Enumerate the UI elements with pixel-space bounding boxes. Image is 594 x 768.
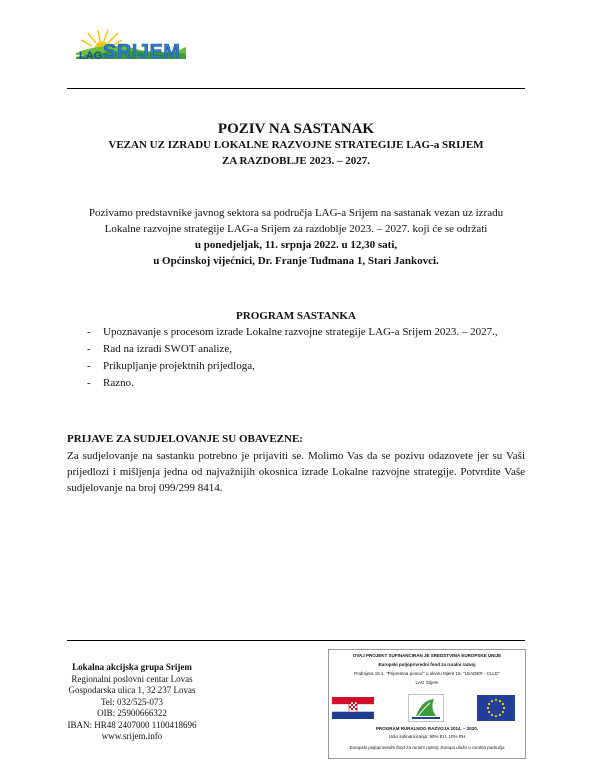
list-item: - Prikupljanje projektnih prijedloga, bbox=[87, 358, 527, 375]
eu-flag-icon bbox=[477, 695, 515, 721]
eu-funding-box bbox=[328, 649, 526, 759]
logo-prefix: LAG bbox=[79, 50, 103, 62]
eu-lag: LAG Srijem bbox=[415, 680, 439, 685]
registration-text: Za sudjelovanje na sastanku potrebno je prijaviti se. Molimo Vas da se pozivu odazovete jer su Vaši prijedlozi i mišljenja jedna od najvažnijih okosnica izrade Lokalne razvojne strategije. Potvrdite Vaše sudjelovanje na broj 099/299 8414. bbox=[67, 450, 525, 494]
footer-phone: Tel: 032/525-073 bbox=[100, 696, 164, 707]
eu-measure: Podmjera 19.1. "Pripremna pomoć" u okviru Mjere 19. "LEADER - CLLD" bbox=[354, 671, 500, 676]
invitation-line-1: Pozivamo predstavnike javnog sektora sa područja LAG-a Srijem na sastanak vezan uz izradu bbox=[88, 207, 504, 219]
footer-contact bbox=[56, 662, 208, 743]
footer-address-2: Gospodarska ulica 1, 32 237 Lovas bbox=[68, 685, 196, 695]
eu-program: PROGRAM RURALNOG RAZVOJA 2014. – 2020. bbox=[375, 726, 479, 731]
list-item: - Upoznavanje s procesom izrade Lokalne razvojne strategije LAG-a Srijem 2023. – 2027., bbox=[87, 324, 527, 341]
footer-oib: OIB: 25900666322 bbox=[97, 708, 167, 718]
invitation-line-2: Lokalne razvojne strategije LAG-a Srijem za razdoblje 2023. – 2027. koji će se održati bbox=[104, 223, 488, 235]
eu-slogan: Europski poljoprivredni fond za ruralni razvoj: Europa ulaže u ruralna područja bbox=[349, 745, 505, 750]
footer-website[interactable]: www.srijem.info bbox=[101, 731, 163, 741]
leader-logo-icon bbox=[408, 694, 444, 722]
footer-divider bbox=[67, 640, 525, 641]
page-title: POZIV NA SASTANAK bbox=[217, 121, 375, 137]
program-title: PROGRAM SASTANKA bbox=[236, 310, 356, 322]
invitation-date: u ponedjeljak, 11. srpnja 2022. u 12,30 sati, bbox=[194, 239, 398, 251]
registration-title: PRIJAVE ZA SUDJELOVANJE SU OBAVEZNE: bbox=[67, 433, 303, 445]
program-list bbox=[87, 324, 527, 392]
org-name: Lokalna akcijska grupa Srijem bbox=[72, 662, 192, 672]
list-item: - Rad na izradi SWOT analize, bbox=[87, 341, 527, 358]
eu-fund: Europski poljoprivredni fond za ruralni razvoj bbox=[378, 662, 476, 667]
logo-name: SRIJEM bbox=[103, 41, 181, 63]
croatia-flag-icon bbox=[332, 697, 374, 719]
invitation-paragraph bbox=[67, 205, 525, 269]
eu-header: OVAJ PROJEKT SUFINANCIRAN JE SREDSTVIMA EUROPSKE UNIJE bbox=[352, 653, 502, 658]
eu-share: Udio sufinanciranja: 90% EU, 10% RH bbox=[388, 734, 466, 739]
header-divider bbox=[67, 88, 525, 89]
subtitle-line-1: VEZAN UZ IZRADU LOKALNE RAZVOJNE STRATEGIJE LAG-a SRIJEM bbox=[108, 139, 484, 151]
list-item: - Razno. bbox=[87, 375, 527, 392]
lag-srijem-logo bbox=[76, 27, 186, 69]
footer-iban: IBAN: HR48 2407000 1100418696 bbox=[67, 719, 197, 730]
invitation-place: u Općinskoj vijećnici, Dr. Franje Tuđmana 1, Stari Jankovci. bbox=[153, 255, 439, 267]
subtitle-line-2: ZA RAZDOBLJE 2023. – 2027. bbox=[222, 155, 370, 167]
footer-address-1: Regionalni poslovni centar Lovas bbox=[71, 673, 193, 684]
